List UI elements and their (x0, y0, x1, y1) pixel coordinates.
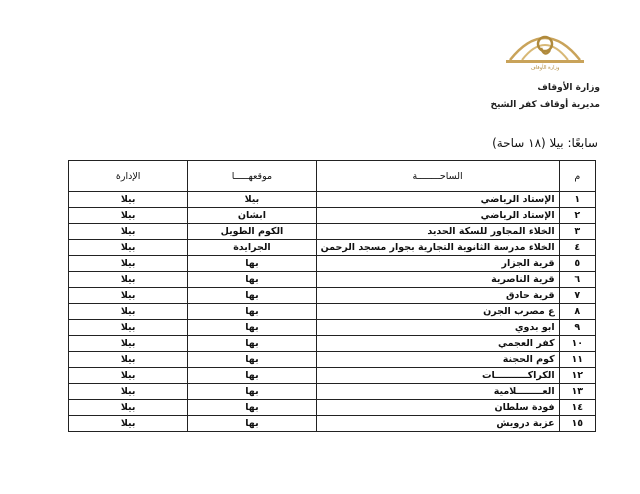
row-location: بها (188, 288, 316, 304)
row-number: ٧ (559, 288, 595, 304)
row-location: بها (188, 368, 316, 384)
row-number: ١٤ (559, 400, 595, 416)
row-location: بها (188, 304, 316, 320)
row-place: الخلاء مدرسة الثانوية التجارية بجوار مسجد الرحمن (316, 240, 559, 256)
table-row (69, 400, 596, 416)
row-admin: بيلا (69, 368, 188, 384)
table-row (69, 224, 596, 240)
row-number: ٨ (559, 304, 595, 320)
table-row (69, 192, 596, 208)
row-number: ١٥ (559, 416, 595, 432)
table-row (69, 384, 596, 400)
table-row (69, 368, 596, 384)
row-number: ١١ (559, 352, 595, 368)
ministry-logo (490, 20, 600, 80)
row-number: ٦ (559, 272, 595, 288)
row-admin: بيلا (69, 336, 188, 352)
header-num: م (559, 161, 595, 192)
table-row (69, 352, 596, 368)
row-number: ٢ (559, 208, 595, 224)
header-place: الساحــــــــة (316, 161, 559, 192)
squares-table (68, 160, 596, 432)
table-header-row (69, 161, 596, 192)
row-place: الخلاء المجاور للسكة الحديد (316, 224, 559, 240)
table-row (69, 256, 596, 272)
row-place: قرية الناصرية (316, 272, 559, 288)
row-location: الجرايدة (188, 240, 316, 256)
row-location: بها (188, 256, 316, 272)
row-number: ١ (559, 192, 595, 208)
row-place: ع مصرب الجرن (316, 304, 559, 320)
row-admin: بيلا (69, 224, 188, 240)
row-location: بها (188, 336, 316, 352)
row-place: قرية الجزار (316, 256, 559, 272)
table-row (69, 320, 596, 336)
table-row (69, 336, 596, 352)
row-location: بيلا (188, 192, 316, 208)
row-admin: بيلا (69, 320, 188, 336)
table-row (69, 304, 596, 320)
row-admin: بيلا (69, 272, 188, 288)
row-admin: بيلا (69, 400, 188, 416)
row-admin: بيلا (69, 384, 188, 400)
row-place: فودة سلطان (316, 400, 559, 416)
row-place: عزبة درويش (316, 416, 559, 432)
row-number: ٣ (559, 224, 595, 240)
row-admin: بيلا (69, 288, 188, 304)
table-row (69, 208, 596, 224)
section-title: سابعًا: بيلا (١٨ ساحة) (492, 136, 598, 150)
row-place: الإستاد الرياضي (316, 192, 559, 208)
row-number: ١٠ (559, 336, 595, 352)
row-location: بها (188, 416, 316, 432)
header-location: موقعهـــــا (188, 161, 316, 192)
row-place: الإستاد الرياضي (316, 208, 559, 224)
table-row (69, 240, 596, 256)
row-number: ٩ (559, 320, 595, 336)
row-admin: بيلا (69, 240, 188, 256)
row-location: بها (188, 384, 316, 400)
header-admin: الإدارة (69, 161, 188, 192)
row-number: ١٢ (559, 368, 595, 384)
ministry-name: وزارة الأوقاف (537, 83, 600, 93)
row-location: بها (188, 352, 316, 368)
row-location: بها (188, 400, 316, 416)
row-place: الكراكــــــــــات (316, 368, 559, 384)
row-admin: بيلا (69, 416, 188, 432)
directorate-name: مديرية أوقاف كفر الشيخ (490, 100, 600, 110)
row-place: ابو بدوي (316, 320, 559, 336)
row-admin: بيلا (69, 352, 188, 368)
logo-text: وزارة الأوقاف (530, 65, 560, 71)
row-admin: بيلا (69, 192, 188, 208)
row-place: كوم الحجنة (316, 352, 559, 368)
row-place: قرية حادق (316, 288, 559, 304)
row-number: ٥ (559, 256, 595, 272)
row-location: ابشان (188, 208, 316, 224)
row-place: العــــــــلامية (316, 384, 559, 400)
row-number: ١٣ (559, 384, 595, 400)
row-admin: بيلا (69, 256, 188, 272)
row-location: بها (188, 320, 316, 336)
row-place: كفر العجمي (316, 336, 559, 352)
row-number: ٤ (559, 240, 595, 256)
row-admin: بيلا (69, 304, 188, 320)
mosque-logo-icon (500, 20, 590, 66)
row-admin: بيلا (69, 208, 188, 224)
table-row (69, 416, 596, 432)
table-row (69, 272, 596, 288)
row-location: بها (188, 272, 316, 288)
table-row (69, 288, 596, 304)
row-location: الكوم الطويل (188, 224, 316, 240)
